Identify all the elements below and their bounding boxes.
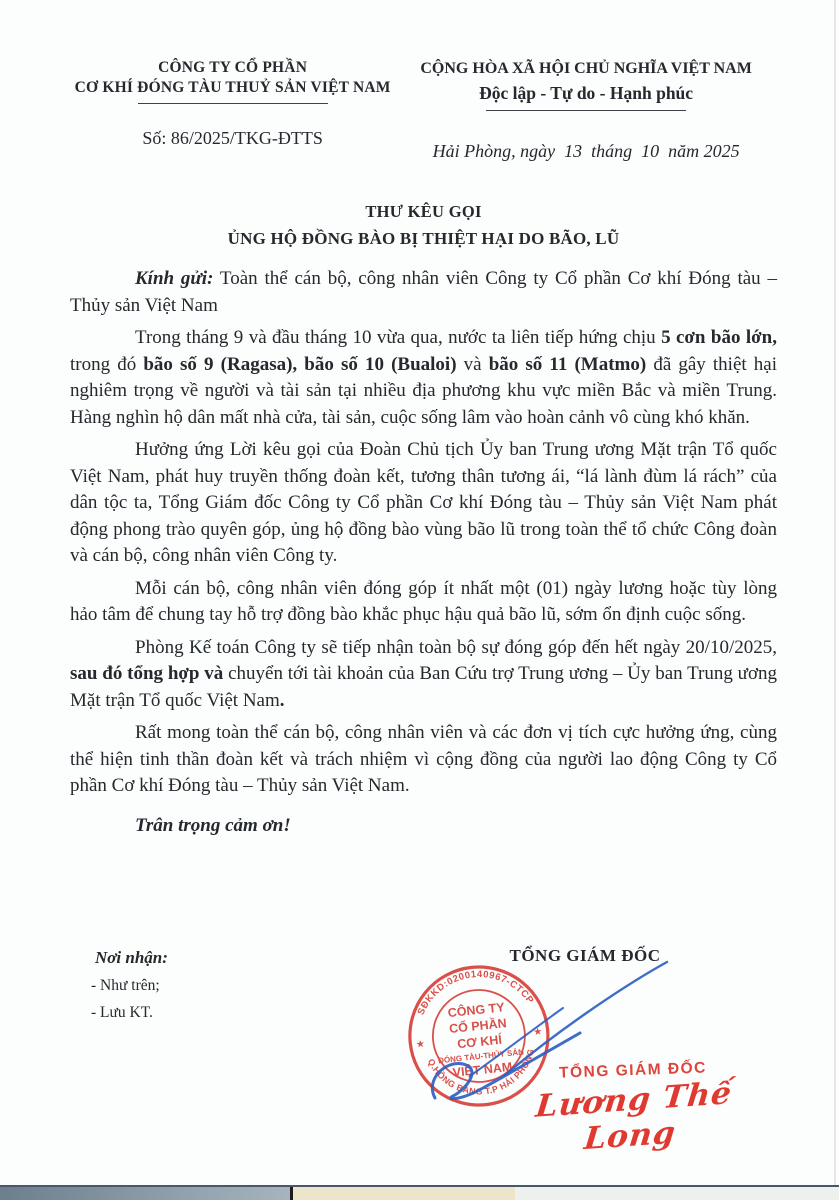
scan-artifact-band bbox=[0, 1187, 290, 1200]
text-run-bold: bão số 9 (Ragasa), bão số 10 (Bualoi) bbox=[143, 353, 457, 375]
salutation-text: Toàn thể cán bộ, công nhân viên Công ty Cổ phần Cơ khí Đóng tàu – Thủy sản Việt Nam bbox=[70, 268, 778, 316]
recipients-label: Nơi nhận: bbox=[95, 948, 168, 967]
seal-center-line: CƠ KHÍ bbox=[456, 1032, 503, 1052]
salutation-paragraph bbox=[70, 266, 777, 319]
text-run-bold: . bbox=[279, 689, 285, 711]
text-run: chuyển tới tài khoản của Ban Cứu trợ Trung ương – Ủy ban Trung ương Mặt trận Tổ quốc Việt Nam bbox=[70, 663, 778, 711]
signature-red-title: TỔNG GIÁM ĐỐC bbox=[558, 1059, 708, 1082]
national-motto-line1: CỘNG HÒA XÃ HỘI CHỦ NGHĨA VIỆT NAM bbox=[420, 60, 752, 77]
company-name-line2: CƠ KHÍ ĐÓNG TÀU THUỶ SẢN VIỆT NAM bbox=[74, 79, 391, 96]
text-run-bold: 5 cơn bão lớn, bbox=[661, 327, 777, 348]
text-run-bold: bão số 11 (Matmo) bbox=[488, 353, 647, 375]
recipients-block bbox=[91, 948, 168, 1022]
text-run: và bbox=[456, 353, 489, 375]
seal-center-line: VIỆT NAM bbox=[452, 1059, 513, 1080]
letter-title-line1: THƯ KÊU GỌI bbox=[365, 202, 482, 221]
place-date-line: Hải Phòng, ngày 13 tháng 10 năm 2025 bbox=[432, 141, 740, 161]
recipient-item: - Như trên; bbox=[91, 977, 160, 994]
salutation-label: Kính gửi: bbox=[135, 268, 214, 289]
text-run: trong đó bbox=[70, 353, 144, 375]
closing-phrase: Trân trọng cảm ơn! bbox=[135, 814, 291, 836]
text-run: Phòng Kế toán Công ty sẽ tiếp nhận toàn bộ sự đóng góp đến hết ngày 20/10/2025, bbox=[135, 636, 777, 658]
scan-artifact-band bbox=[293, 1187, 515, 1200]
recipient-item: - Lưu KT. bbox=[91, 1004, 153, 1021]
signer-name: Lương Thế Long bbox=[533, 1075, 734, 1158]
text-run: đã gây thiệt hại nghiêm trọng về người và tài sản tại nhiều địa phương khu vực miền Bắc và miền Trung. Hàng nghìn hộ dân mất nhà cửa, tài sản, cuộc sống lâm vào hoàn cảnh vô cùng khó khăn. bbox=[70, 353, 778, 428]
letter-title-block bbox=[70, 202, 777, 249]
national-header-rule bbox=[486, 110, 686, 111]
seal-center-line: CỔ PHẦN bbox=[448, 1016, 508, 1037]
text-run: Trong tháng 9 và đầu tháng 10 vừa qua, nước ta liên tiếp hứng chịu bbox=[135, 327, 662, 348]
text-run-bold: sau đó tổng hợp và bbox=[70, 663, 224, 684]
paragraph-contribution: Mỗi cán bộ, công nhân viên đóng góp ít nhất một (01) ngày lương hoặc tùy lòng hảo tâm để chung tay hỗ trợ đồng bào khắc phục hậu quả bão lũ, sớm ổn định cuộc sống. bbox=[70, 577, 777, 625]
signature-title: TỔNG GIÁM ĐỐC bbox=[509, 946, 661, 965]
letter-title-line2: ỦNG HỘ ĐỒNG BÀO BỊ THIỆT HẠI DO BÃO, LŨ bbox=[227, 229, 620, 248]
paragraph-appeal: Hưởng ứng Lời kêu gọi của Đoàn Chủ tịch Ủy ban Trung ương Mặt trận Tổ quốc Việt Nam, phát huy truyền thống đoàn kết, tương thân tương ái, “lá lành đùm lá rách” của dân tộc ta, Tổng Giám đốc Công ty Cổ phần Cơ khí Đóng tàu – Thủy sản Việt Nam phát động phong trào quyên góp, ủng hộ đồng bào vùng bão lũ trong toàn thể tổ chức Công đoàn và cán bộ, công nhân viên Công ty. bbox=[70, 439, 777, 566]
company-name-line1: CÔNG TY CỔ PHẦN bbox=[158, 59, 308, 76]
paragraph-accounting bbox=[70, 635, 777, 715]
paragraph-storms bbox=[70, 325, 777, 431]
signature-stroke bbox=[505, 962, 667, 1075]
scan-artifact-band bbox=[515, 1187, 839, 1200]
company-header-rule bbox=[138, 103, 328, 104]
seal-arc-bottom-text: Q.HỒNG BÀNG T.P HẢI PHÒNG bbox=[425, 1047, 537, 1097]
seal-center-line: CÔNG TY bbox=[447, 1000, 506, 1021]
scan-artifact-right-edge bbox=[834, 0, 836, 1200]
national-header-block bbox=[395, 58, 777, 162]
star-icon: ★ bbox=[532, 1026, 543, 1039]
company-header-block bbox=[70, 58, 395, 162]
letter-body bbox=[70, 266, 777, 837]
seal-center-line: ĐÓNG TÀU-THỦY SẢN bbox=[437, 1047, 525, 1066]
star-icon: ★ bbox=[415, 1038, 426, 1051]
paragraph-hope: Rất mong toàn thể cán bộ, công nhân viên và các đơn vị tích cực hưởng ứng, cùng thể hiện tinh thần đoàn kết và trách nhiệm vì cộng đồng của người lao động Công ty Cổ phần Cơ khí Đóng tàu – Thủy sản Việt Nam. bbox=[70, 722, 777, 796]
letter-header bbox=[70, 58, 777, 162]
national-motto-line2: Độc lập - Tự do - Hạnh phúc bbox=[479, 83, 694, 103]
seal-arc-top-text: SĐKKD:0200140967-CTCP bbox=[415, 969, 536, 1017]
document-number: Số: 86/2025/TKG-ĐTTS bbox=[142, 128, 323, 148]
